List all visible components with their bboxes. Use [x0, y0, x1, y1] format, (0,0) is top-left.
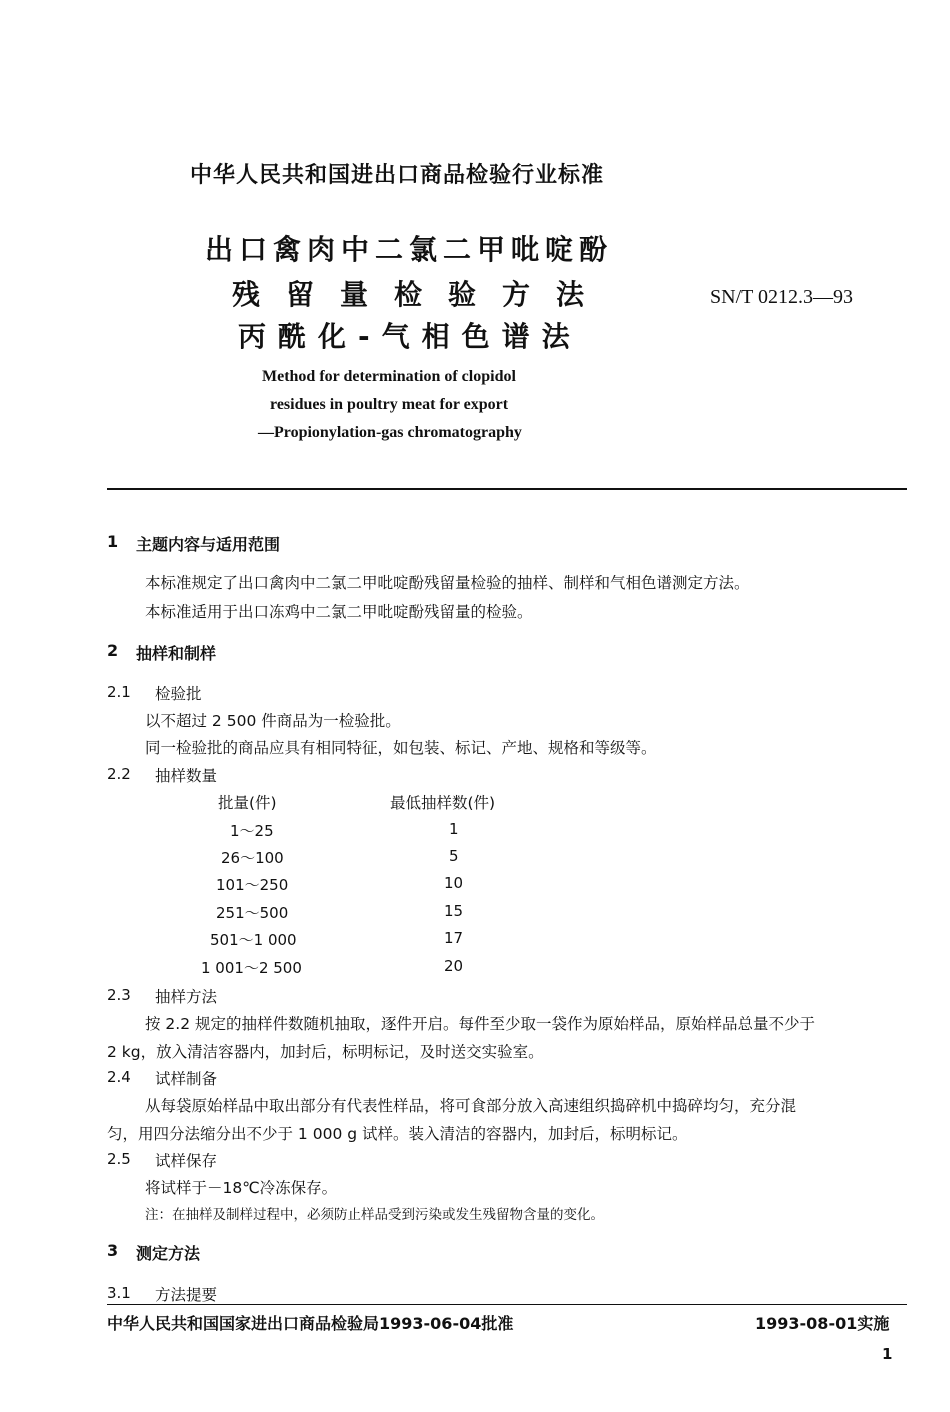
- section-2-1-para-2: 同一检验批的商品应具有相同特征，如包装、标记、产地、规格和等级等。: [145, 739, 657, 757]
- table-row-min: 10: [444, 874, 464, 892]
- title-en-line-2: residues in poultry meat for export: [270, 396, 509, 413]
- section-1-title: 主题内容与适用范围: [136, 535, 281, 554]
- section-2-3-para-line-2: 2 kg，放入清洁容器内，加封后，标明标记，及时送交实验室。: [107, 1043, 544, 1061]
- table-row-batch: 501～1 000: [210, 931, 297, 949]
- approval-line: 中华人民共和国国家进出口商品检验局1993-06-04批准: [107, 1314, 514, 1333]
- title-en-line-1: Method for determination of clopidol: [262, 368, 516, 385]
- table-row-batch: 1～25: [230, 822, 274, 840]
- section-1-para-1: 本标准规定了出口禽肉中二氯二甲吡啶酚残留量检验的抽样、制样和气相色谱测定方法。: [145, 574, 750, 592]
- title-cn-line-1: 出口禽肉中二氯二甲吡啶酚: [205, 233, 614, 266]
- section-2-5-note: 注：在抽样及制样过程中，必须防止样品受到污染或发生残留物含量的变化。: [145, 1207, 604, 1223]
- section-2-4-para-line-2: 匀，用四分法缩分出不少于 1 000 g 试样。装入清洁的容器内，加封后，标明标记。: [107, 1125, 688, 1143]
- section-2-2-title: 抽样数量: [155, 767, 218, 785]
- section-1-para-2: 本标准适用于出口冻鸡中二氯二甲吡啶酚残留量的检验。: [145, 603, 533, 621]
- section-2-4-number: 2.4: [107, 1068, 131, 1086]
- table-row-batch: 26～100: [221, 849, 284, 867]
- section-2-1-number: 2.1: [107, 683, 131, 701]
- section-2-5-number: 2.5: [107, 1150, 131, 1168]
- title-en-line-3: —Propionylation-gas chromatography: [258, 424, 522, 441]
- section-2-title: 抽样和制样: [136, 644, 217, 663]
- section-1-number: 1: [107, 532, 119, 551]
- page-number: 1: [882, 1345, 893, 1363]
- title-divider: [107, 488, 907, 490]
- table-header-batch: 批量(件): [218, 794, 277, 812]
- implementation-date: 1993-08-01实施: [755, 1314, 890, 1333]
- title-cn-line-2: 残留量检验方法: [232, 278, 611, 311]
- section-2-3-number: 2.3: [107, 986, 131, 1004]
- table-row-min: 5: [449, 847, 459, 865]
- section-2-2-number: 2.2: [107, 765, 131, 783]
- table-row-batch: 251～500: [216, 904, 289, 922]
- section-3-1-title: 方法提要: [155, 1286, 218, 1304]
- section-2-5-para: 将试样于－18℃冷冻保存。: [145, 1179, 338, 1197]
- section-2-1-title: 检验批: [155, 685, 202, 703]
- section-2-4-title: 试样制备: [155, 1070, 218, 1088]
- table-row-batch: 101～250: [216, 876, 289, 894]
- section-3-title: 测定方法: [136, 1244, 201, 1263]
- table-row-batch: 1 001～2 500: [201, 959, 302, 977]
- section-3-1-number: 3.1: [107, 1284, 131, 1302]
- section-2-3-title: 抽样方法: [155, 988, 218, 1006]
- table-header-min-samples: 最低抽样数(件): [390, 794, 496, 812]
- title-cn-line-3: 丙酰化-气相色谱法: [238, 320, 582, 353]
- section-2-5-title: 试样保存: [155, 1152, 218, 1170]
- section-3-number: 3: [107, 1241, 119, 1260]
- standard-number: SN/T 0212.3—93: [710, 286, 853, 308]
- section-2-1-para-1: 以不超过 2 500 件商品为一检验批。: [145, 712, 401, 730]
- table-row-min: 17: [444, 929, 464, 947]
- table-row-min: 20: [444, 957, 464, 975]
- table-row-min: 15: [444, 902, 464, 920]
- footer-divider: [107, 1304, 907, 1305]
- standard-category-header: 中华人民共和国进出口商品检验行业标准: [190, 163, 605, 188]
- table-row-min: 1: [449, 820, 459, 838]
- section-2-4-para-line-1: 从每袋原始样品中取出部分有代表性样品，将可食部分放入高速组织捣碎机中捣碎均匀，充分混: [145, 1097, 797, 1115]
- section-2-number: 2: [107, 641, 119, 660]
- section-2-3-para-line-1: 按 2.2 规定的抽样件数随机抽取，逐件开启。每件至少取一袋作为原始样品，原始样品总量不少于: [145, 1015, 816, 1033]
